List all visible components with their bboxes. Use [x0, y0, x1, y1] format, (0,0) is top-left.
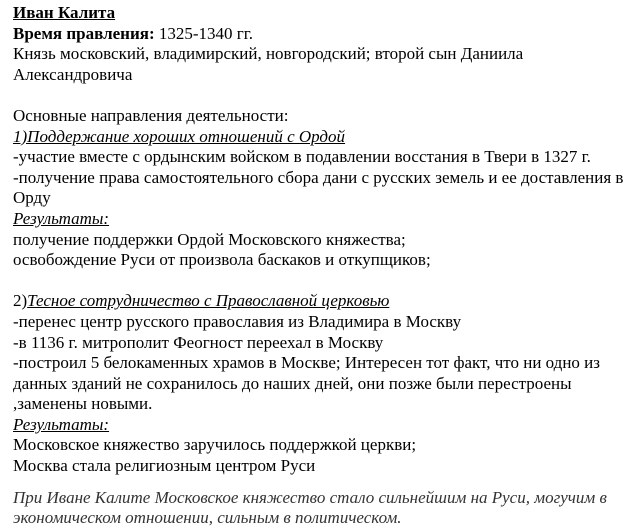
section-1-item: -получение права самостоятельного сбора дани с русских земель и ее доставления в [13, 167, 624, 187]
reign-label: Время правления: [13, 23, 155, 43]
reign-value: 1325-1340 гг. [154, 23, 254, 43]
section-2-heading: Тесное сотрудничество с Православной церковью [27, 291, 390, 311]
titles-line-2: Александровича [13, 64, 133, 84]
section-2-results-label: Результаты: [13, 414, 110, 434]
spacer [13, 271, 640, 292]
conclusion-line-1: При Иване Калите Московское княжество стало сильнейшим на Руси, могучим в [13, 487, 607, 507]
section-1-item: Орду [13, 188, 51, 208]
section-2-item: данных зданий не сохранилось до наших дней, они позже были перестроены [13, 373, 572, 393]
section-2-item: ,заменены новыми. [13, 394, 153, 414]
section-1-results-label: Результаты: [13, 208, 110, 228]
conclusion-line-2: экономическом отношении, сильным в политическом. [13, 508, 402, 528]
section-2-item: -построил 5 белокаменных храмов в Москве; Интересен тот факт, что ни одно из [13, 353, 600, 373]
section-1-heading: 1)Поддержание хороших отношений с Ордой [13, 126, 346, 146]
section-2-item: -перенес центр русского православия из Владимира в Москву [13, 311, 462, 331]
section-1-result: освобождение Руси от произвола баскаков и откупщиков; [13, 250, 431, 270]
section-2-result: Московское княжество заручилось поддержкой церкви; [13, 435, 417, 455]
section-2-item: -в 1136 г. митрополит Феогност переехал в Москву [13, 332, 384, 352]
page-title: Иван Калита [13, 3, 116, 22]
directions-heading: Основные направления деятельности: [13, 105, 289, 125]
reign-line [13, 24, 640, 45]
section-2-result: Москва стала религиозным центром Руси [13, 456, 316, 476]
section-1-item: -участие вместе с ордынским войском в подавлении восстания в Твери в 1327 г. [13, 147, 591, 167]
conclusion [13, 488, 640, 529]
spacer [13, 85, 640, 106]
section-2-number: 2) [13, 291, 28, 311]
section-1-result: получение поддержки Ордой Московского княжества; [13, 229, 406, 249]
titles-line-1: Князь московский, владимирский, новгородский; второй сын Даниила [13, 44, 524, 64]
section-2-heading-line [13, 291, 640, 312]
